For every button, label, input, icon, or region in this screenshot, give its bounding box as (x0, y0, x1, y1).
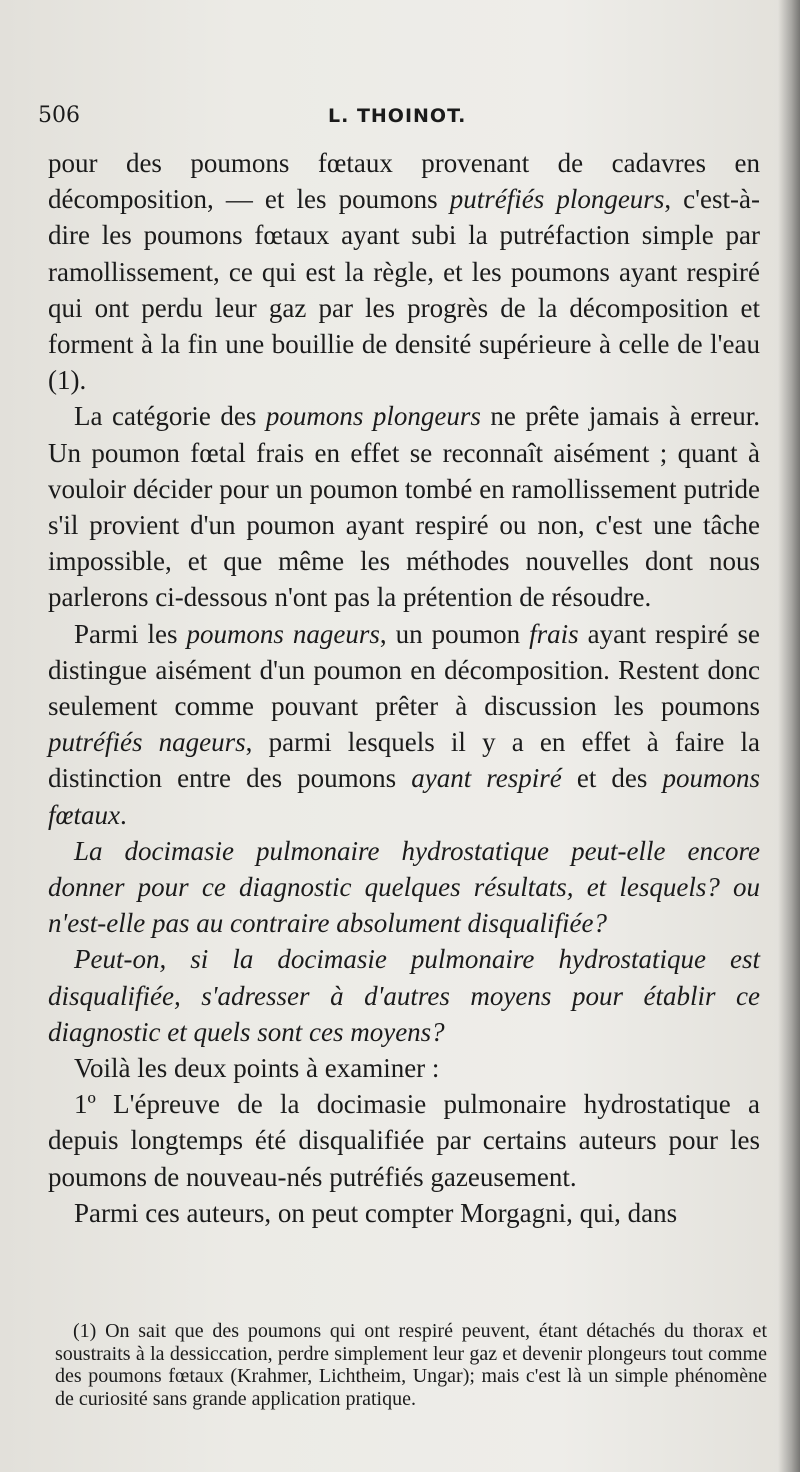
footnote: (1) On sait que des poumons qui ont respiré peuvent, étant détachés du thorax et soustraits à la dessiccation, perdre simplement leur gaz et devenir plongeurs tout comme des poumons fœtaux (Krahmer, Lichtheim, Ungar); mais c'est là un simple phénomène de curiosité sans grande application pratique. (55, 1320, 767, 1410)
paragraph-5: Peut-on, si la docimasie pulmonaire hydrostatique est disqualifiée, s'adresser à d'autres moyens pour établir ce diagnostic et quels sont ces moyens? (48, 944, 760, 1047)
paragraph-1: pour des poumons fœtaux provenant de cadavres en décomposition, — et les poumons putréfiés plongeurs, c'est-à-dire les poumons fœtaux ayant subi la putréfaction simple par ramollissement, ce qui est la règle, et les poumons ayant respiré qui ont perdu leur gaz par les progrès de la décomposition et forment à la fin une bouillie de densité supérieure à celle de l'eau (1). (48, 148, 760, 396)
page-number: 506 (38, 103, 80, 128)
page-spine-shadow (778, 0, 800, 1472)
paragraph-3: Parmi les poumons nageurs, un poumon frais ayant respiré se distingue aisément d'un poumon en décomposition. Restent donc seulement comme pouvant prêter à discussion les poumons putréfiés nageurs, parmi lesquels il y a en effet à faire la distinction entre des poumons ayant respiré et des poumons fœtaux. (48, 618, 760, 830)
paragraph-8: Parmi ces auteurs, on peut compter Morgagni, qui, dans (74, 1197, 678, 1228)
paragraph-2: La catégorie des poumons plongeurs ne prête jamais à erreur. Un poumon fœtal frais en effet se reconnaît aisément ; quant à vouloir décider pour un poumon tombé en ramollissement putride s'il provient d'un poumon ayant respiré ou non, c'est une tâche impossible, et que même les méthodes nouvelles dont nous parlerons ci-dessous n'ont pas la prétention de résoudre. (48, 401, 760, 613)
paragraph-6: Voilà les deux points à examiner : (74, 1053, 440, 1084)
page-header (38, 103, 758, 135)
running-head: L. THOINOT. (328, 105, 467, 127)
paragraph-4: La docimasie pulmonaire hydrostatique peut-elle encore donner pour ce diagnostic quelques résultats, et lesquels? ou n'est-elle pas au contraire absolument disqualifiée? (48, 835, 760, 939)
paragraph-7: 1º L'épreuve de la docimasie pulmonaire hydrostatique a depuis longtemps été disqualifiée par certains auteurs pour les poumons de nouveau-nés putréfiés gazeusement. (48, 1089, 760, 1192)
body-text (48, 145, 760, 1231)
